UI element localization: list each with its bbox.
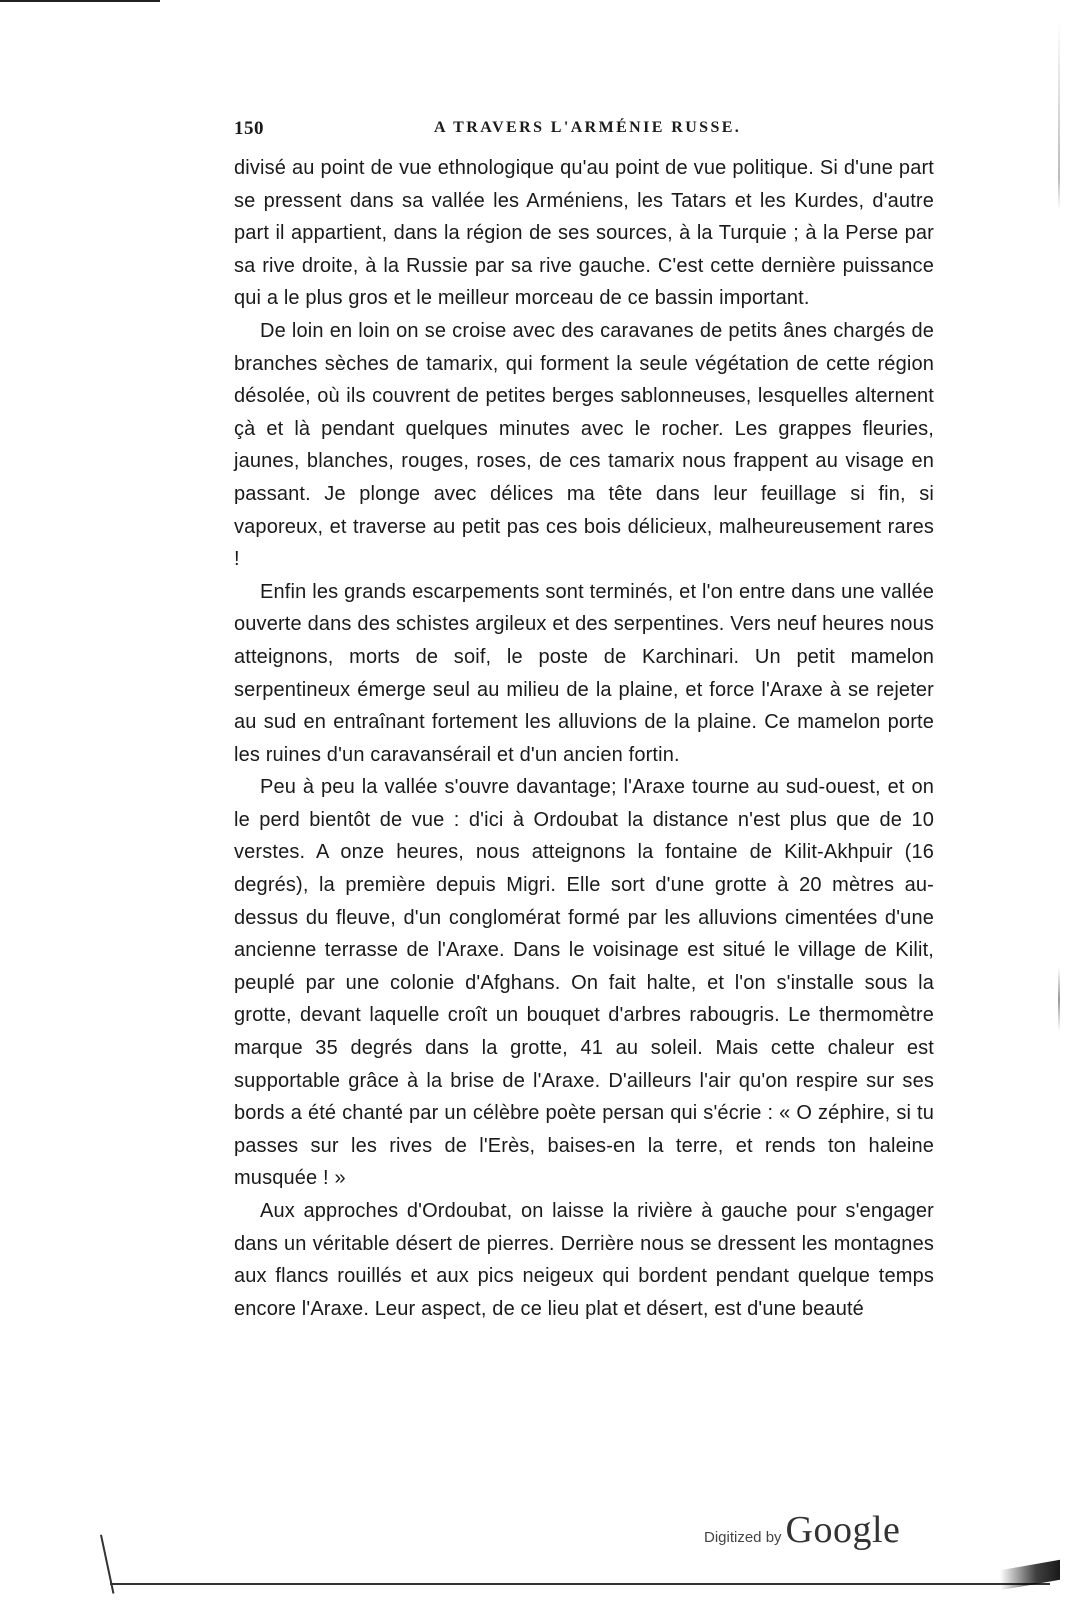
digitized-label: Digitized by <box>704 1529 782 1546</box>
paragraph: Enfin les grands escarpements sont terminés, et l'on entre dans une vallée ouverte dans des schistes argileux et des serpentines. Vers neuf heures nous atteignons, morts de soif, le poste de Karchinari. Un petit mamelon serpentineux émerge seul au milieu de la plaine, et force l'Araxe à se rejeter au sud en entraînant fortement les alluvions de la plaine. Ce mamelon porte les ruines d'un caravansérail et d'un ancien fortin. <box>234 580 934 766</box>
scan-corner-shadow <box>1000 1560 1060 1591</box>
google-logo: Google <box>785 1509 901 1551</box>
body-text <box>234 152 934 1325</box>
running-title: A TRAVERS L'ARMÉNIE RUSSE. <box>434 119 742 136</box>
paragraph: Peu à peu la vallée s'ouvre davantage; l'Araxe tourne au sud-ouest, et on le perd bientôt de vue : d'ici à Ordoubat la distance n'est plus que de 10 verstes. A onze heures, nous atteignons la fontaine de Kilit-Akhpuir (16 degrés), la première depuis Migri. Elle sort d'une grotte à 20 mètres au-dessus du fleuve, d'un conglomérat formé par les alluvions cimentées d'une ancienne terrasse de l'Araxe. Dans le voisinage est situé le village de Kilit, peuplé par une colonie d'Afghans. On fait halte, et l'on s'installe sous la grotte, devant laquelle croît un bouquet d'arbres rabougris. Le thermomètre marque 35 degrés dans la grotte, 41 au soleil. Mais cette chaleur est supportable grâce à la brise de l'Araxe. D'ailleurs l'air qu'on respire sur ses bords a été chanté par un célèbre poète persan qui s'écrie : « O zéphire, si tu passes sur les rives de l'Erès, baises-en la terre, et rends ton haleine musquée ! » <box>234 776 934 1190</box>
paragraph: Aux approches d'Ordoubat, on laisse la rivière à gauche pour s'engager dans un véritable désert de pierres. Derrière nous se dressent les montagnes aux flancs rouillés et aux pics neigeux qui bordent pendant quelque temps encore l'Araxe. Leur aspect, de ce lieu plat et désert, est d'une beauté <box>234 1200 934 1320</box>
running-header <box>234 118 942 148</box>
scan-edge-line <box>0 0 160 2</box>
paragraph: De loin en loin on se croise avec des caravanes de petits ânes chargés de branches sèches de tamarix, qui forment la seule végétation de cette région désolée, où ils couvrent de petites berges sablonneuses, lesquelles alternent çà et là pendant quelques minutes avec le rocher. Les grappes fleuries, jaunes, blanches, rouges, roses, de ces tamarix nous frappent au visage en passant. Je plonge avec délices ma tête dans leur feuillage si fin, si vaporeux, et traverse au petit pas ces bois délicieux, malheureusement rares ! <box>234 319 934 571</box>
page-number: 150 <box>234 118 264 139</box>
paragraph: divisé au point de vue ethnologique qu'au point de vue politique. Si d'une part se pressent dans sa vallée les Arméniens, les Tatars et les Kurdes, d'autre part il appartient, dans la région de ses sources, à la Turquie ; à la Perse par sa rive droite, à la Russie par sa rive gauche. C'est cette dernière puissance qui a le plus gros et le meilleur morceau de ce bassin important. <box>234 157 934 310</box>
scan-bottom-edge <box>110 1583 1050 1585</box>
scan-edge-shadow <box>1058 20 1060 1600</box>
digitized-by-google-watermark <box>704 1508 900 1556</box>
